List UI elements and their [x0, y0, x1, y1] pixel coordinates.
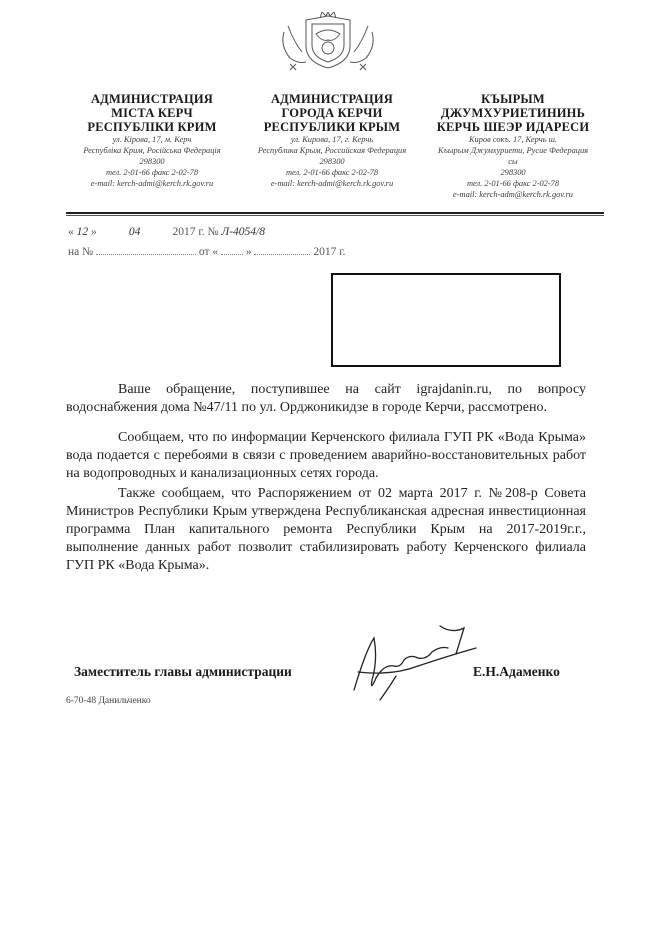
ref-open-quote: «	[68, 226, 74, 238]
ref-in-close-quote: »	[245, 246, 252, 258]
signatory-position: Заместитель главы администрации	[74, 664, 292, 679]
header-center-block	[248, 92, 416, 189]
header-center-detail-5: e-mail: kerch-admi@kerch.rk.gov.ru	[270, 179, 394, 188]
header-left-detail-2: Республіка Крим, Російська Федерація	[83, 146, 221, 155]
header-center-detail-4: тел. 2-01-66 факс 2-02-78	[285, 168, 379, 177]
header-right-title-2: ДЖУМХУРИЕТИНИНЬ	[440, 106, 586, 120]
header-right-title-3: КЕРЧЬ ШЕЭР ИДАРЕСИ	[436, 120, 590, 134]
header-center-title-2: ГОРОДА КЕРЧИ	[281, 106, 383, 120]
incoming-reference-line	[68, 244, 346, 258]
body-paragraph-3: Также сообщаем, что Распоряжением от 02 марта 2017 г. №208-р Совета Министров Республики Крым утверждена Республиканская адресная инвестиционная программа План капитального ремонта Республики Крым на 2017-2019г.г., выполнение данных работ позволит стабилизировать работу Керченского филиала ГУП РК «Вода Крыма».	[66, 486, 586, 573]
handwritten-signature	[344, 620, 484, 702]
header-left-title-2: МІСТА КЕРЧ	[111, 106, 193, 120]
ref-close-quote: »	[91, 226, 97, 238]
letter-body	[66, 381, 586, 575]
ref-year: 2017 г. №	[172, 226, 219, 238]
body-paragraph-2: Сообщаем, что по информации Керченского филиала ГУП РК «Вода Крыма» вода подается с перебоями в связи с проведением аварийно-восстановительных работ на водопроводных и канализационных сетях города.	[66, 430, 586, 481]
header-left-block	[62, 92, 242, 189]
ref-in-year: 2017 г.	[313, 246, 346, 258]
header-center-detail-3: 298300	[319, 157, 345, 166]
header-left-detail-3: 298300	[139, 157, 165, 166]
ref-number: Л-4054/8	[221, 226, 265, 238]
header-right-detail-1: Киров сокъ. 17, Керчь ш.	[468, 135, 558, 144]
header-left-title-1: АДМИНИСТРАЦИЯ	[90, 92, 214, 106]
header-center-title-3: РЕСПУБЛИКИ КРЫМ	[263, 120, 401, 134]
header-left-title-3: РЕСПУБЛІКИ КРИМ	[87, 120, 217, 134]
header-right-detail-6: e-mail: kerch-adm@kerch.rk.gov.ru	[453, 190, 573, 199]
header-right-block	[420, 92, 606, 200]
header-right-detail-4: 298300	[500, 168, 526, 177]
header-left-detail-1: ул. Кірова, 17, м. Керч	[112, 135, 192, 144]
header-right-detail-2: Къырым Джумхуриети, Русие Федерация	[437, 146, 589, 155]
ref-day: 12	[76, 226, 89, 238]
body-paragraph-1: Ваше обращение, поступившее на сайт igrajdanin.ru, по вопросу водоснабжения дома №47/11 по ул. Орджоникидзе в городе Керчи, рассмотрено.	[66, 382, 586, 415]
header-center-title-1: АДМИНИСТРАЦИЯ	[270, 92, 394, 106]
executor-note: 6-70-48 Данильченко	[66, 696, 151, 706]
ref-in-mid: от «	[198, 246, 219, 258]
ref-in-month-blank	[254, 244, 310, 255]
signatory-name: Е.Н.Адаменко	[473, 664, 560, 679]
header-center-detail-2: Республика Крым, Российская Федерация	[257, 146, 407, 155]
header-left-detail-4: тел. 2-01-66 факс 2-02-78	[105, 168, 199, 177]
ref-month: 04	[128, 226, 141, 238]
header-center-detail-1: ул. Кирова, 17, г. Керчь	[290, 135, 374, 144]
header-right-title-1: КЪЫРЫМ	[481, 92, 545, 106]
ref-in-number-blank	[96, 244, 196, 255]
addressee-redacted-box	[331, 273, 561, 367]
outgoing-reference-line	[68, 226, 265, 238]
coat-of-arms-emblem	[276, 12, 380, 72]
header-right-detail-5: тел. 2-01-66 факс 2-02-78	[466, 179, 560, 188]
header-divider	[66, 212, 604, 214]
ref-in-prefix: на №	[68, 246, 94, 258]
header-right-detail-3: сы	[508, 157, 518, 166]
header-left-detail-5: e-mail: kerch-admi@kerch.rk.gov.ru	[90, 179, 214, 188]
header-divider-thin	[66, 215, 604, 216]
ref-in-day-blank	[221, 244, 243, 255]
